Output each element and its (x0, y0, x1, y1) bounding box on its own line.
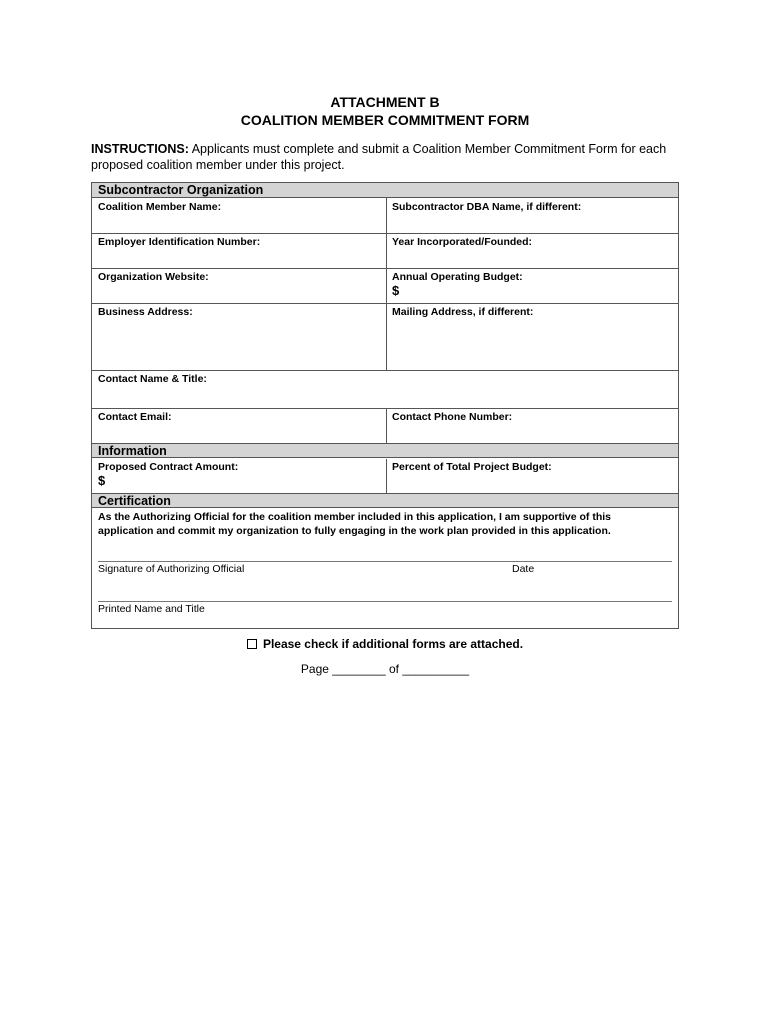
year-founded-field[interactable]: Year Incorporated/Founded: (392, 236, 533, 248)
instructions (91, 141, 681, 173)
additional-forms-label: Please check if additional forms are attached. (262, 637, 524, 651)
proposed-contract-amount-field[interactable]: Proposed Contract Amount: (98, 461, 239, 473)
form-title: COALITION MEMBER COMMITMENT FORM (240, 112, 530, 128)
coalition-member-name-field[interactable]: Coalition Member Name: (98, 201, 222, 213)
contract-currency-symbol: $ (98, 473, 106, 488)
additional-forms-check (0, 637, 770, 651)
signature-line[interactable] (98, 561, 672, 562)
commitment-form (91, 182, 679, 629)
ein-field[interactable]: Employer Identification Number: (98, 236, 261, 248)
contact-name-title-field[interactable]: Contact Name & Title: (98, 373, 207, 385)
instructions-text: Applicants must complete and submit a Coalition Member Commitment Form for each proposed coalition member under this project. (91, 142, 667, 172)
annual-budget-field[interactable]: Annual Operating Budget: (392, 271, 523, 283)
attachment-label: ATTACHMENT B (330, 94, 440, 110)
date-label: Date (512, 563, 535, 575)
signature-label: Signature of Authorizing Official (98, 563, 245, 575)
instructions-label: INSTRUCTIONS: (91, 142, 189, 156)
section-information: Information (92, 443, 678, 458)
budget-currency-symbol: $ (392, 283, 400, 298)
contact-phone-field[interactable]: Contact Phone Number: (392, 411, 513, 423)
percent-budget-field[interactable]: Percent of Total Project Budget: (392, 461, 552, 473)
website-field[interactable]: Organization Website: (98, 271, 209, 283)
dba-name-field[interactable]: Subcontractor DBA Name, if different: (392, 201, 582, 213)
business-address-field[interactable]: Business Address: (98, 306, 193, 318)
section-subcontractor-organization: Subcontractor Organization (92, 183, 678, 198)
section-certification: Certification (92, 493, 678, 508)
contact-email-field[interactable]: Contact Email: (98, 411, 172, 423)
mailing-address-field[interactable]: Mailing Address, if different: (392, 306, 534, 318)
page-count: Page ________ of __________ (300, 662, 470, 676)
printed-name-label: Printed Name and Title (98, 603, 205, 615)
additional-forms-checkbox[interactable] (247, 639, 257, 649)
certification-statement: As the Authorizing Official for the coalition member included in this application, I am supportive of this application and commit my organization to fully engaging in the work plan provided in this application. (98, 511, 611, 537)
printed-name-line[interactable] (98, 601, 672, 602)
